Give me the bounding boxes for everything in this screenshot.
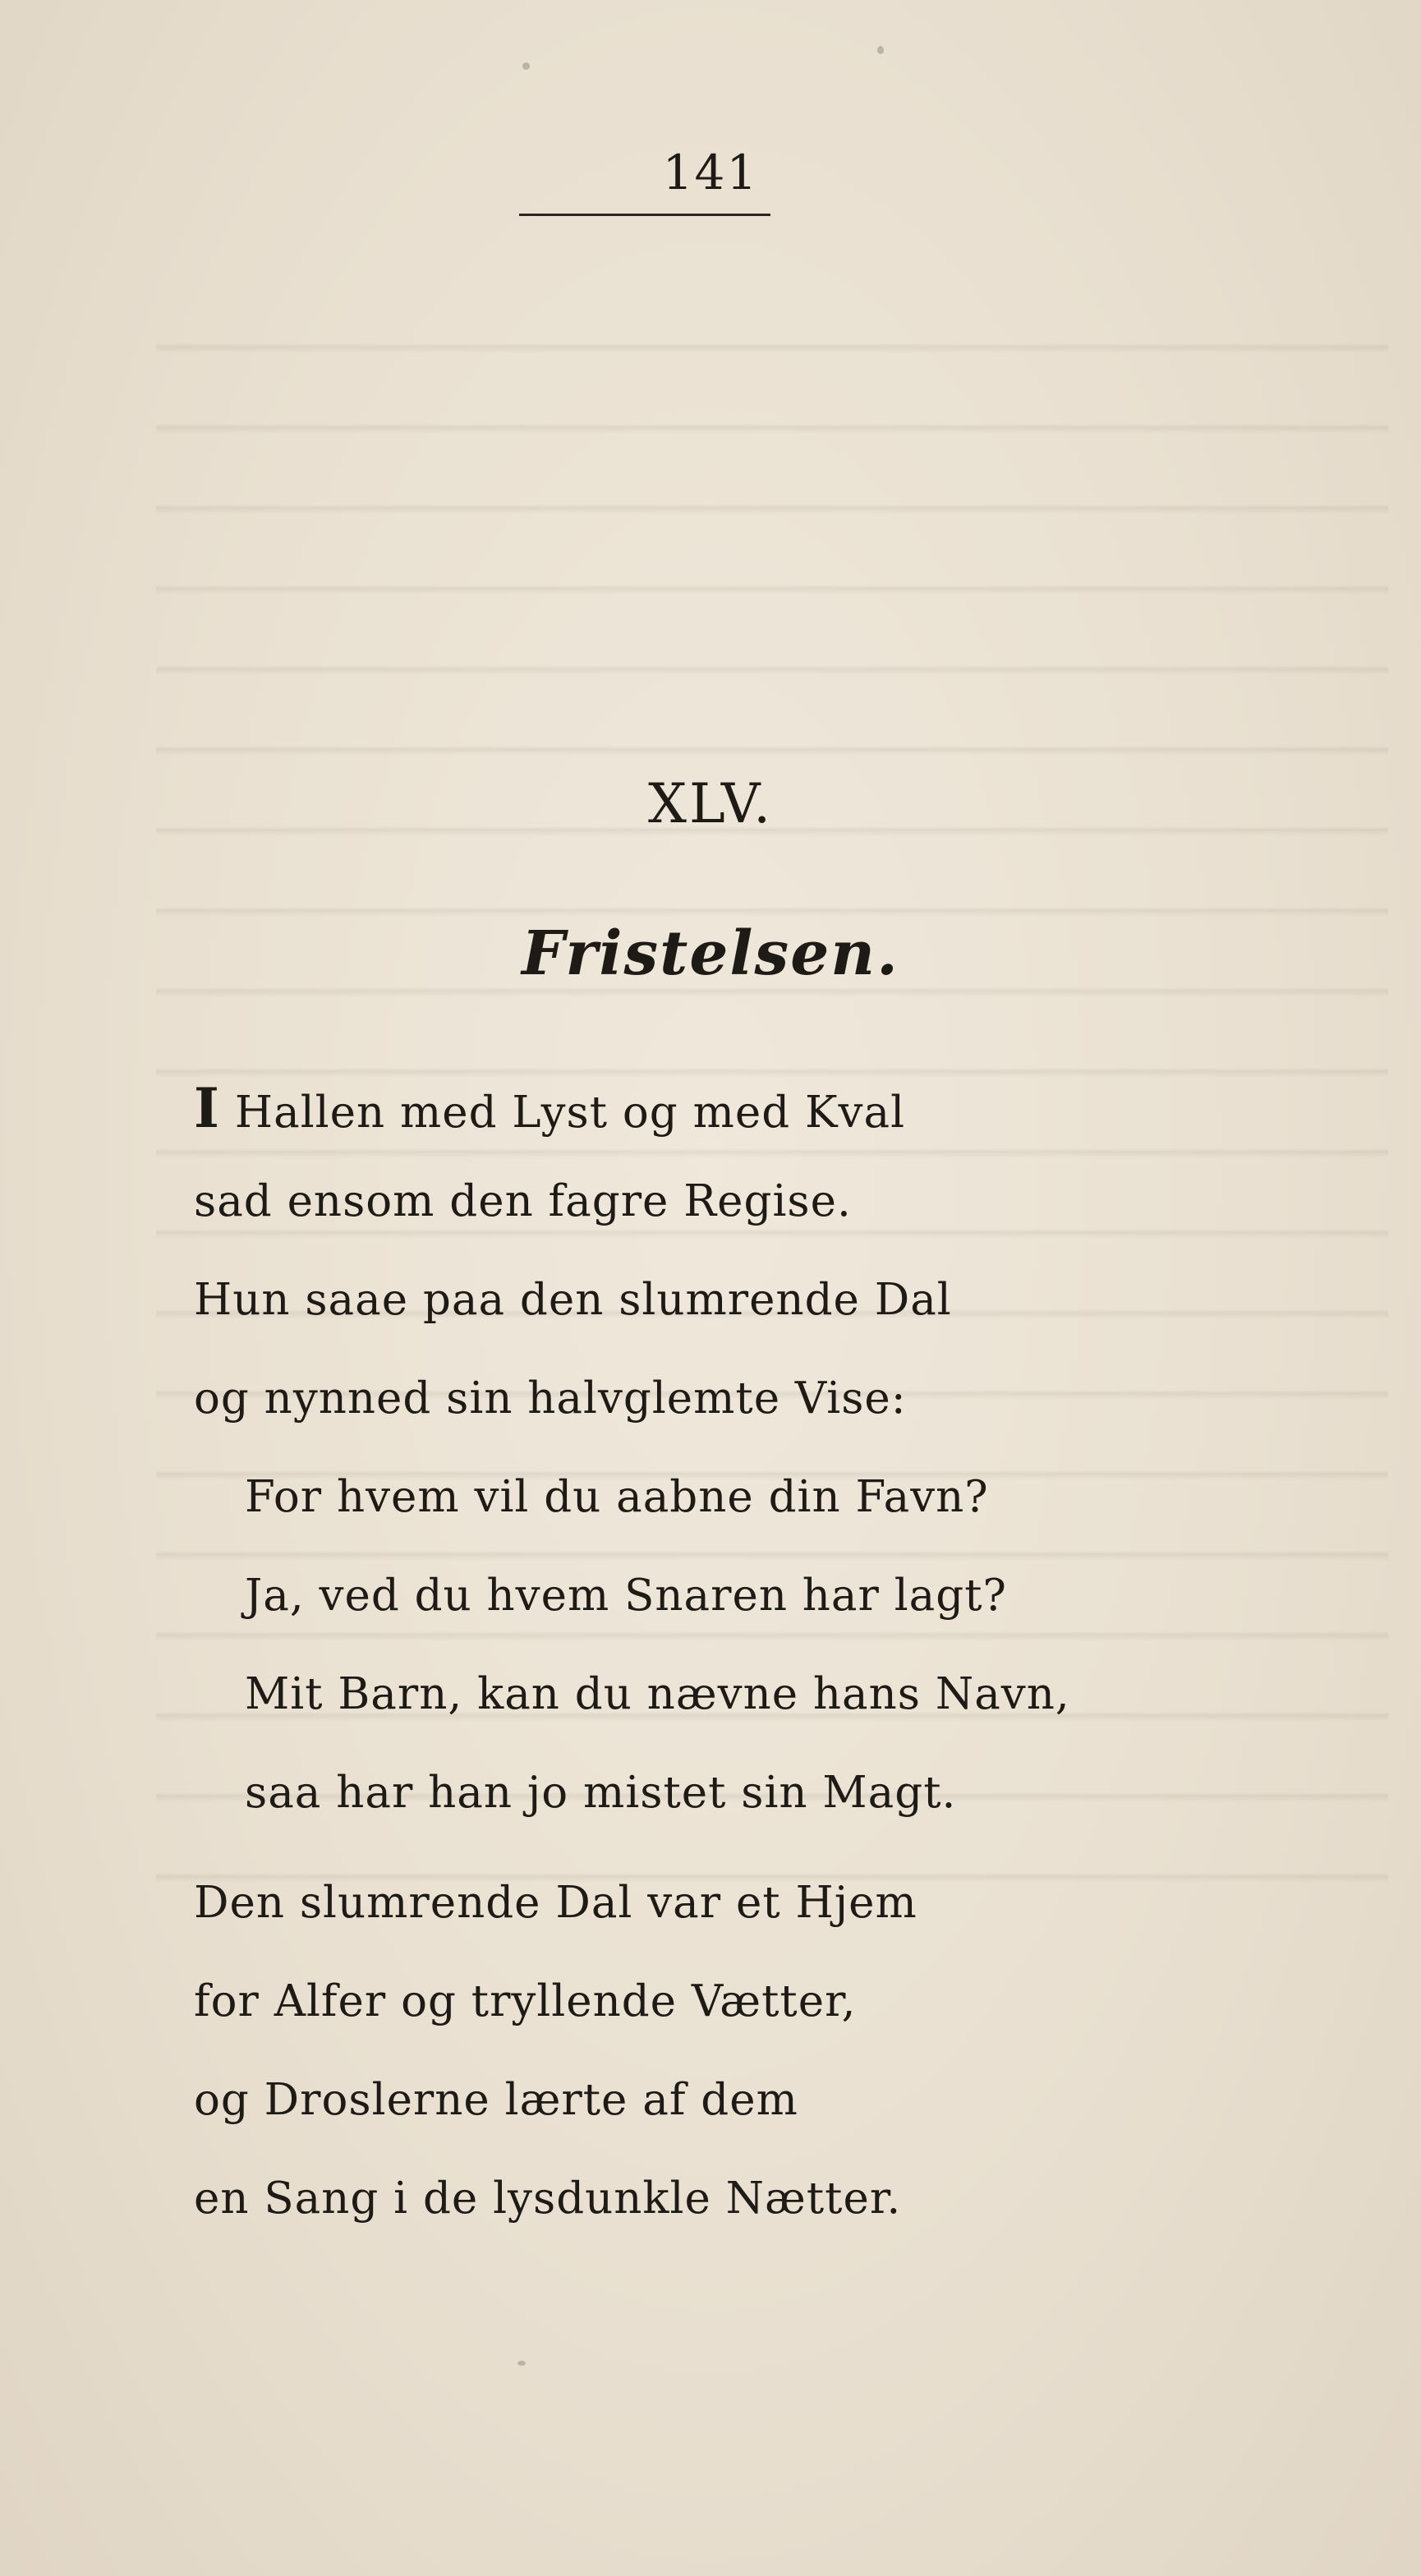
verse-line: I Hallen med Lyst og med Kval: [194, 1076, 906, 1140]
chapter-number: XLV.: [647, 772, 774, 835]
drop-cap: I: [194, 1076, 220, 1140]
verse-line: Hun saae paa den slumrende Dal: [194, 1275, 952, 1325]
verse-line: en Sang i de lysdunkle Nætter.: [194, 2174, 902, 2224]
header-rule: [519, 214, 770, 216]
verse-line-indented: Ja, ved du hvem Snaren har lagt?: [245, 1571, 1007, 1621]
verse-line-indented: Mit Barn, kan du nævne hans Navn,: [245, 1669, 1070, 1719]
paper-speck: [517, 2361, 526, 2366]
verse-line: og nynned sin halvglemte Vise:: [194, 1373, 907, 1424]
verse-line-indented: For hvem vil du aabne din Favn?: [245, 1472, 989, 1522]
verse-line: og Droslerne lærte af dem: [194, 2075, 798, 2125]
paper-speck: [877, 46, 884, 54]
verse-line: Den slumrende Dal var et Hjem: [194, 1878, 917, 1928]
verse-line: for Alfer og tryllende Vætter,: [194, 1976, 857, 2026]
paper-speck: [522, 62, 530, 70]
poem-title: Fristelsen.: [522, 918, 899, 989]
verse-line: sad ensom den fagre Regise.: [194, 1176, 852, 1226]
page-number: 141: [662, 145, 759, 200]
verse-line-indented: saa har han jo mistet sin Magt.: [245, 1768, 957, 1818]
